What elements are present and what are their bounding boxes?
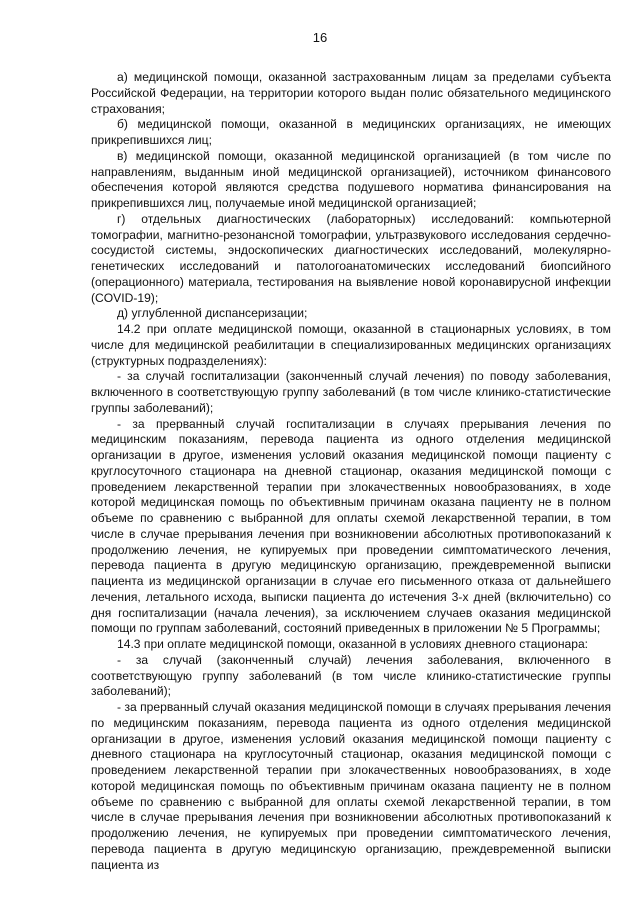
- paragraph-d: д) углубленной диспансеризации;: [117, 306, 308, 321]
- list-item-day-completed: - за случай (законченный случай) лечения заболевания, включенного в соответствующую группу заболеваний (в том числе клинико-статистические группы заболеваний);: [91, 652, 611, 699]
- paragraph-14-2: 14.2 при оплате медицинской помощи, оказанной в стационарных условиях, в том числе для медицинской реабилитации в специализированных медицинских организациях (структурных подразделениях):: [91, 322, 611, 368]
- paragraph-v: в) медицинской помощи, оказанной медицинской организацией (в том числе по направлениям, выданным иной медицинской организацией), источником финансового обеспечения которой являются средства подушевого норматива финансирования на прикрепившихся лиц, получаемые иной медицинской организацией;: [91, 148, 611, 210]
- list-item-day-interrupted: - за прерванный случай оказания медицинской помощи в случаях прерывания лечения по медицинским показаниям, перевода пациента из одного отделения медицинской организации в другое, изменения условий оказания медицинской помощи пациенту с дневного стационара на круглосуточный стационар, оказания медицинской помощи с проведением лекарственной терапии при злокачественных новообразованиях, в ходе которой медицинская помощь по объективным причинам оказана пациенту не в полном объеме по сравнению с выбранной для оплаты схемой лекарственной терапии, в том числе в случае прерывания лечения при возникновении абсолютных противопоказаний к продолжению лечения, не купируемых при проведении симптоматического лечения, перевода пациента в другую медицинскую организацию, преждевременной выписки пациента из: [91, 700, 611, 872]
- paragraph-b: б) медицинской помощи, оказанной в медицинских организациях, не имеющих прикрепившихся лиц;: [91, 117, 611, 147]
- list-item-hospital-interrupted: - за прерванный случай госпитализации в случаях прерывания лечения по медицинским показаниям, перевода пациента из одного отделения медицинской организации в другое, изменения условий оказания медицинской помощи пациенту с круглосуточного стационара на дневной стационар, оказания медицинской помощи с проведением лекарственной терапии при злокачественных новообразованиях, в ходе которой медицинская помощь по объективным причинам оказана пациенту не в полном объеме по сравнению с выбранной для оплаты схемой лекарственной терапии, в том числе в случае прерывания лечения при возникновении абсолютных противопоказаний к продолжению лечения, не купируемых при проведении симптоматического лечения, перевода пациента в другую медицинскую организацию, преждевременной выписки пациента из медицинской организации в случае его письменного отказа от дальнейшего лечения, летального исхода, выписки пациента до истечения 3-х дней (включительно) со дня госпитализации (начала лечения), за исключением случаев оказания медицинской помощи по группам заболеваний, состояний приведенных в приложении № 5 Программы;: [91, 416, 611, 636]
- list-item-hospital-completed: - за случай госпитализации (законченный случай лечения) по поводу заболевания, включенного в соответствующую группу заболеваний (в том числе клинико-статистические группы заболеваний);: [91, 369, 611, 415]
- page-number: 16: [312, 30, 328, 45]
- document-body: [91, 70, 611, 873]
- paragraph-a: а) медицинской помощи, оказанной застрахованным лицам за пределами субъекта Российской Федерации, на территории которого выдан полис обязательного медицинского страхования;: [91, 70, 611, 116]
- paragraph-g: г) отдельных диагностических (лабораторных) исследований: компьютерной томографии, магнитно-резонансной томографии, ультразвукового исследования сердечно-сосудистой системы, эндоскопических диагностических исследований, молекулярно-генетических исследований и патологоанатомических исследований биопсийного (операционного) материала, тестирования на выявление новой коронавирусной инфекции (COVID-19);: [91, 211, 611, 305]
- paragraph-14-3: 14.3 при оплате медицинской помощи, оказанной в условиях дневного стационара:: [117, 637, 589, 651]
